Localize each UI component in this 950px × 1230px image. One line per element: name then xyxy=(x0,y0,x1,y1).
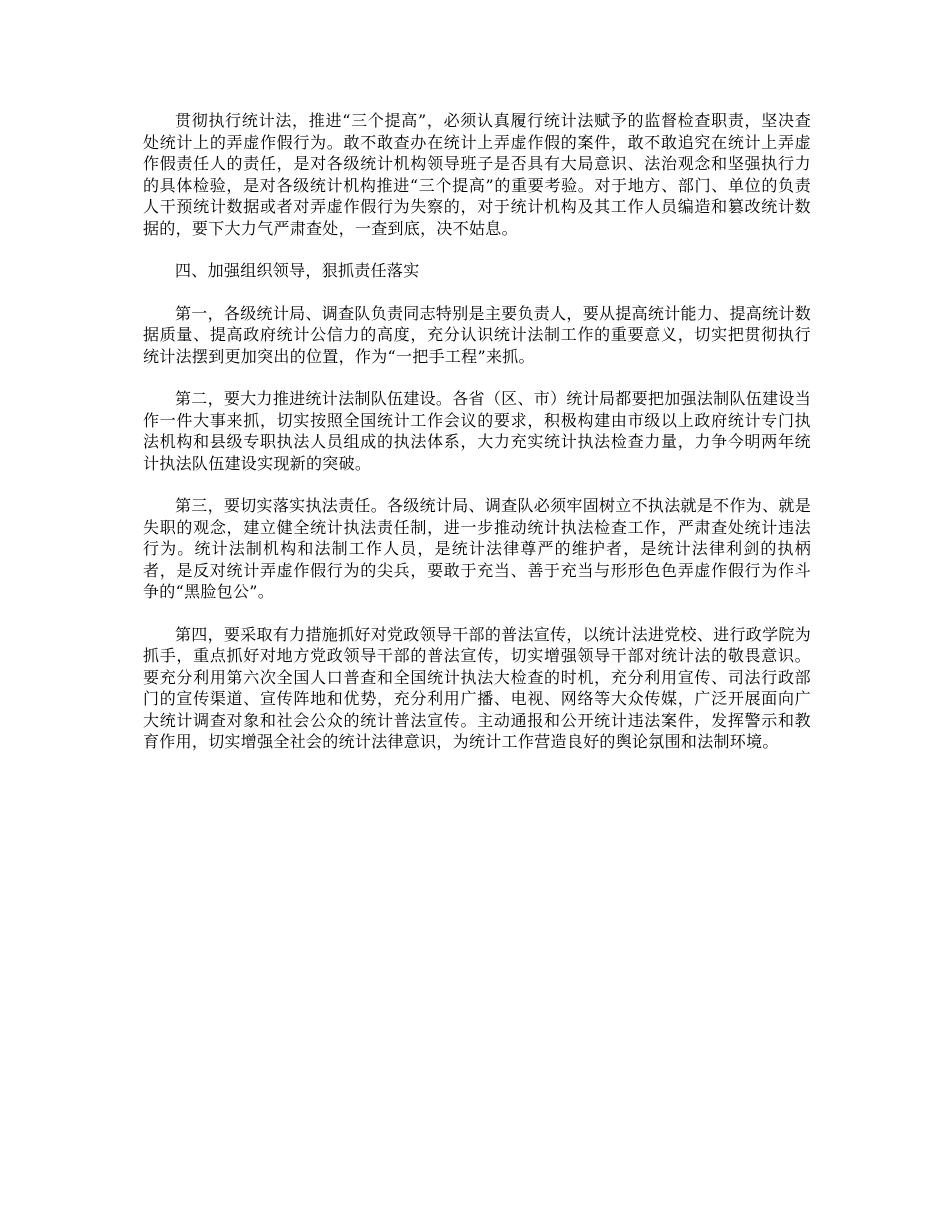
paragraph-first: 第一，各级统计局、调查队负责同志特别是主要负责人，要从提高统计能力、提高统计数据质量、提高政府统计公信力的高度，充分认识统计法制工作的重要意义，切实把贯彻执行统计法摆到更加突出的位置，作为“一把手工程”来抓。 xyxy=(143,303,811,366)
paragraph-supervision: 贯彻执行统计法，推进“三个提高”，必须认真履行统计法赋予的监督检查职责，坚决查处统计上的弄虚作假行为。敢不敢查办在统计上弄虚作假的案件，敢不敢追究在统计上弄虚作假责任人的责任，是对各级统计机构领导班子是否具有大局意识、法治观念和坚强执行力的具体检验，是对各级统计机构推进“三个提高”的重要考验。对于地方、部门、单位的负责人干预统计数据或者对弄虚作假行为失察的，对于统计机构及其工作人员编造和篡改统计数据的，要下大力气严肃查处，一查到底，决不姑息。 xyxy=(143,111,811,238)
paragraph-second: 第二，要大力推进统计法制队伍建设。各省（区、市）统计局都要把加强法制队伍建设当作一件大事来抓，切实按照全国统计工作会议的要求，积极构建由市级以上政府统计专门执法机构和县级专职执法人员组成的执法体系，大力充实统计执法检查力量，力争今明两年统计执法队伍建设实现新的突破。 xyxy=(143,389,811,473)
document-body xyxy=(143,110,811,774)
paragraph-third: 第三，要切实落实执法责任。各级统计局、调查队必须牢固树立不执法就是不作为、就是失职的观念，建立健全统计执法责任制，进一步推动统计执法检查工作，严肃查处统计违法行为。统计法制机构和法制工作人员，是统计法律尊严的维护者，是统计法律利剑的执柄者，是反对统计弄虚作假行为的尖兵，要敢于充当、善于充当与形形色色弄虚作假行为作斗争的“黑脸包公”。 xyxy=(143,496,811,601)
section-heading-four: 四、加强组织领导，狠抓责任落实 xyxy=(175,261,420,280)
paragraph-fourth: 第四，要采取有力措施抓好对党政领导干部的普法宣传，以统计法进党校、进行政学院为抓手，重点抓好对地方党政领导干部的普法宣传，切实增强领导干部对统计法的敬畏意识。要充分利用第六次全国人口普查和全国统计执法大检查的时机，充分利用宣传、司法行政部门的宣传渠道、宣传阵地和优势，充分利用广播、电视、网络等大众传媒，广泛开展面向广大统计调查对象和社会公众的统计普法宣传。主动通报和公开统计违法案件，发挥警示和教育作用，切实增强全社会的统计法律意识，为统计工作营造良好的舆论氛围和法制环境。 xyxy=(143,624,811,751)
